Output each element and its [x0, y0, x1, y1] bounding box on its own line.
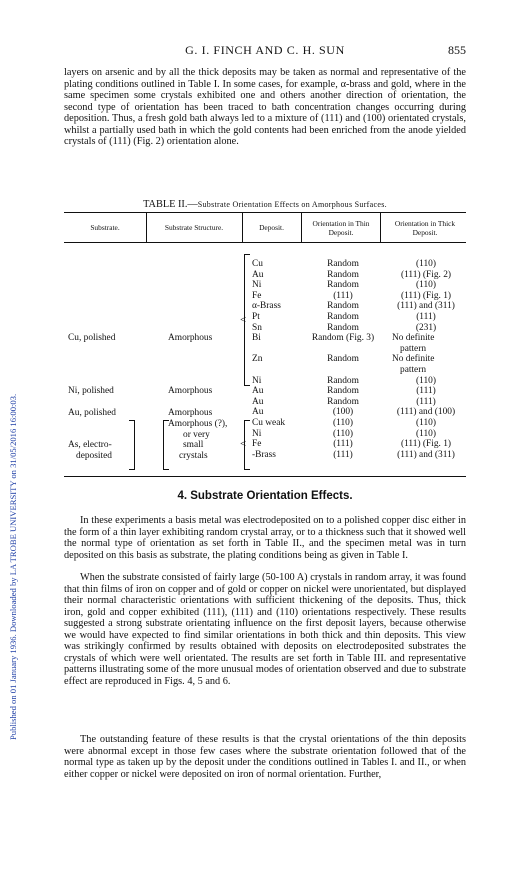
structure-as-line-2: or very [183, 430, 210, 440]
thin-cell: Random [327, 269, 359, 280]
table-top-rule [64, 212, 466, 213]
paragraph-outstanding-feature: The outstanding feature of these results is that the crystal orientations of the thin deposits were abnormal except in those few cases where the substrate orientation followed that of the normal type as taken up by the deposit under the conditions outlined in Tables I. and II., or when either copper or nickel were deposited on iron of normal orientation. Further, [64, 734, 466, 780]
thin-cell: Random (Fig. 3) [311, 333, 375, 344]
deposit-cell: Cu [252, 259, 263, 269]
substrate-cu-polished: Cu, polished [68, 333, 116, 343]
thick-cell: (110) [416, 375, 436, 386]
thin-cell: Random [327, 301, 359, 312]
thin-cell: (110) [333, 428, 353, 439]
thick-cell: (110) [416, 259, 436, 269]
thick-cell: pattern [400, 364, 427, 375]
thick-cell: (111) and (100) [396, 407, 456, 418]
thick-cell: (111) [416, 386, 436, 397]
deposit-cell: Cu weak [252, 417, 286, 428]
brace-tip-as: < [240, 438, 247, 450]
structure-as-line-4: crystals [179, 451, 208, 461]
thin-cell [298, 344, 388, 355]
thin-cell: Random [327, 311, 359, 322]
thick-cell: (111) and (311) [397, 449, 455, 460]
brace-structure-as [163, 420, 169, 470]
deposit-cell: Au [252, 396, 264, 407]
table-substrate-orientation [64, 212, 466, 478]
substrate-au-polished: Au, polished [68, 408, 116, 418]
thick-cell: (111) [416, 311, 436, 322]
deposit-cell: Sn [252, 322, 262, 333]
deposit-cell: Fe [252, 290, 262, 301]
header-deposit: Deposit. [259, 223, 284, 232]
thin-cell: Random [327, 259, 359, 269]
thin-cell: Random [327, 354, 359, 365]
substrate-as-electrodeposited-cont: deposited [76, 451, 112, 461]
page-number: 855 [448, 43, 466, 57]
thin-cell: Random [327, 386, 359, 397]
deposit-cell: Au [252, 386, 264, 397]
header-thick-orientation: Orientation in Thick Deposit. [394, 219, 456, 237]
paragraph-substrate-results: When the substrate consisted of fairly large (50-100 A) crystals in random array, it was found that thin films of iron on copper and of gold or copper on nickel were unorientated, but displayed their normal characteristic orientations with sufficient thickening of the deposits. Thus, thick iron, gold and copper exhibited (111), (111) and (110) orientations respectively. These results suggested a strong substrate orientating influence on the first deposit layers, because otherwise we would have expected to find similar orientations in both thick and thin deposits. This view was strikingly confirmed by results obtained with deposits on electrodeposited substrates the crystals of which were well orientated. The results are set forth in Table III. and representative patterns illustrating some of the more unusual modes of orientation observed and due to substrate effect are reproduced in Figs. 4, 5 and 6. [64, 572, 466, 687]
thin-cell: (111) [333, 290, 353, 301]
substrate-as-electrodeposited: As, electro- [68, 440, 112, 450]
thick-cell: (231) [415, 322, 437, 333]
thick-cell: (111) (Fig. 1) [400, 439, 452, 450]
running-head: G. I. FINCH AND C. H. SUN [185, 43, 345, 57]
column-divider [380, 212, 381, 242]
thick-orientation-column [386, 259, 466, 460]
thick-cell: (111) [416, 396, 436, 407]
thin-cell: Random [327, 396, 359, 407]
deposit-column [252, 259, 285, 460]
thin-orientation-column [298, 259, 388, 460]
substrate-ni-polished: Ni, polished [68, 386, 114, 396]
brace-substrate-as [129, 420, 135, 470]
thin-cell: (110) [333, 417, 353, 428]
deposit-cell: Pt [252, 311, 260, 322]
thin-cell [298, 365, 388, 376]
structure-ni: Amorphous [168, 386, 213, 396]
thick-cell: (110) [416, 428, 436, 439]
table-bottom-rule [64, 476, 466, 477]
deposit-cell: -Brass [252, 449, 276, 460]
deposit-cell [252, 344, 285, 355]
structure-cu: Amorphous [168, 333, 213, 343]
table-label: TABLE II.— [143, 199, 198, 210]
deposit-cell: Au [252, 407, 264, 418]
thick-cell: (111) (Fig. 1) [400, 290, 452, 301]
header-structure: Substrate Structure. [164, 223, 224, 232]
thin-cell: (111) [333, 449, 353, 460]
deposit-cell [252, 365, 285, 376]
table-title: Substrate Orientation Effects on Amorphous Surfaces. [197, 200, 387, 209]
header-thin-orientation: Orientation in Thin Deposit. [312, 219, 370, 237]
deposit-cell: Bi [252, 333, 261, 344]
table-header-rule [64, 242, 466, 243]
deposit-cell: Fe [252, 439, 262, 450]
header-substrate: Substrate. [90, 223, 120, 232]
deposit-cell: α-Brass [252, 301, 281, 312]
paragraph-continued: layers on arsenic and by all the thick deposits may be taken as normal and representative of the plating conditions outlined in Table I. In some cases, for example, α-brass and gold, where in the same specimen some crystals exhibited one and others another direction of orientation, the second type of orientation has been traced to bath concentration changes occurring during deposition. Thus, a fresh gold bath always led to a mixture of (111) and (100) orientated crystals, whilst a partially used bath in which the gold contents had been enriched from the anode yielded crystals of (111) (Fig. 2) orientation alone. [64, 67, 466, 148]
deposit-cell: Ni [252, 280, 262, 291]
thick-cell: No definite [392, 354, 435, 365]
thin-cell: Random [327, 322, 359, 333]
deposit-cell: Zn [252, 354, 263, 365]
paragraph-experiments: In these experiments a basis metal was electrodeposited on to a polished copper disc either in the form of a thin layer exhibiting random crystal array, or to a thickness such that it showed well the normal type of orientation as set forth in Table II., and the specimen metal was in turn deposited on this basis as substrate, the plating conditions being as given in Table I. [64, 515, 466, 561]
download-watermark [2, 120, 18, 740]
thick-cell: (110) [416, 280, 436, 291]
section-title: 4. Substrate Orientation Effects. [177, 490, 353, 502]
thick-cell: (111) and (311) [397, 301, 455, 312]
deposit-cell: Ni [252, 375, 262, 386]
structure-au: Amorphous [168, 408, 213, 418]
thin-cell: Random [327, 375, 359, 386]
structure-as-line-3: small [183, 440, 204, 450]
thick-cell: (110) [416, 417, 436, 428]
column-divider [301, 212, 302, 242]
thin-cell: (111) [333, 439, 353, 450]
thin-cell: (100) [332, 407, 354, 418]
brace-tip-cu: < [240, 314, 247, 326]
thick-cell: pattern [400, 343, 427, 354]
page-header [64, 43, 466, 59]
thin-cell: Random [327, 280, 359, 291]
deposit-cell: Ni [252, 428, 262, 439]
structure-as-line-1: Amorphous (?), [168, 419, 228, 429]
download-notice: Published on 01 January 1936. Downloaded by LA TROBE UNIVERSITY on 31/05/2016 16:00:03. [8, 393, 18, 740]
thick-cell: No definite [392, 333, 435, 344]
thick-cell: (111) (Fig. 2) [400, 269, 452, 280]
table-caption [64, 199, 466, 210]
deposit-cell: Au [252, 269, 264, 280]
